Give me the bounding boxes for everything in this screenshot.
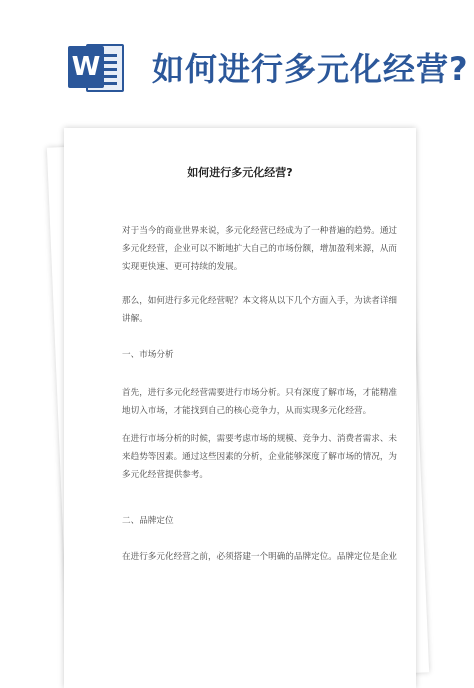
paragraph-market-factors: 在进行市场分析的时候，需要考虑市场的规模、竞争力、消费者需求、未 来趋势等因素。通过这些因素的分析，企业能够深度了解市场的情况，为 多元化经营提供参考。 bbox=[122, 434, 398, 480]
paragraph-brand: 在进行多元化经营之前，必须搭建一个明确的品牌定位。品牌定位是企业 bbox=[122, 552, 398, 562]
paragraph-how: 那么，如何进行多元化经营呢？本文将从以下几个方面入手，为读者详细 讲解。 bbox=[122, 296, 398, 324]
paragraph-intro: 对于当今的商业世界来说，多元化经营已经成为了一种普遍的趋势。通过 多元化经营，企业可以不断地扩大自己的市场份额，增加盈利来源，从而 实现更快速、更可持续的发展。 bbox=[122, 226, 398, 272]
document-page bbox=[64, 128, 416, 688]
section-heading-brand: 二、品牌定位 bbox=[122, 516, 174, 526]
document-title: 如何进行多元化经营? bbox=[187, 166, 293, 179]
word-badge: W bbox=[68, 46, 104, 88]
section-heading-market: 一、市场分析 bbox=[122, 350, 174, 360]
banner-title: 如何进行多元化经营? bbox=[152, 50, 469, 88]
header-banner bbox=[0, 0, 474, 118]
paragraph-market-first: 首先，进行多元化经营需要进行市场分析。只有深度了解市场，才能精准 地切入市场，才能找到自己的核心竞争力，从而实现多元化经营。 bbox=[122, 388, 398, 416]
word-logo-icon bbox=[64, 40, 126, 96]
